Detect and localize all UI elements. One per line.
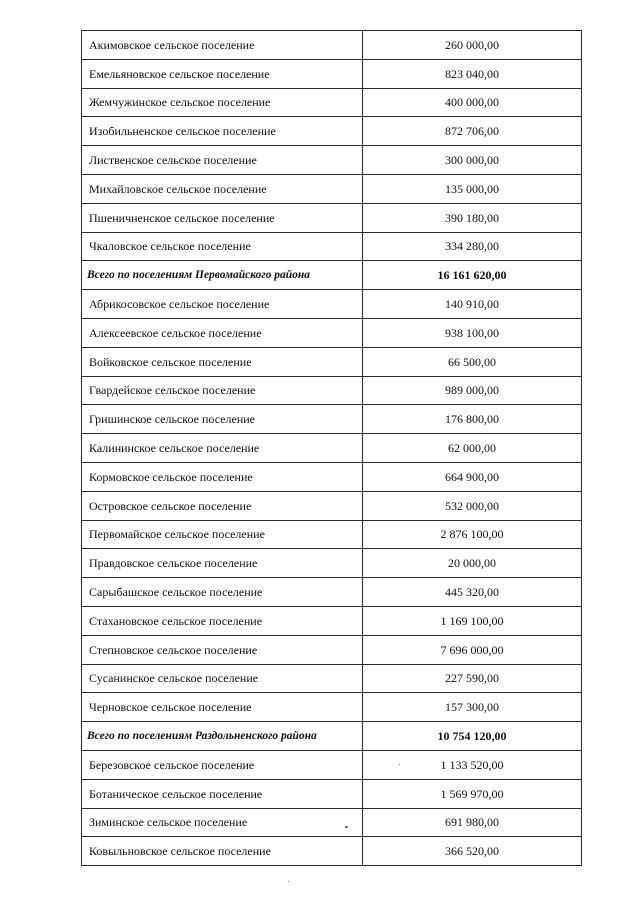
- settlement-name-cell: Войковское сельское поселение: [82, 347, 363, 376]
- settlement-name-cell: Островское сельское поселение: [82, 491, 363, 520]
- amount-cell: 300 000,00: [363, 146, 582, 175]
- amount-cell: 938 100,00: [363, 318, 582, 347]
- settlement-budget-table: [81, 30, 582, 866]
- settlement-name-cell: Изобильненское сельское поселение: [82, 117, 363, 146]
- table-row: [82, 88, 582, 117]
- total-label-cell: Всего по поселениям Первомайского района: [82, 261, 363, 290]
- table-total-row: [82, 722, 582, 751]
- settlement-name-cell: Калининское сельское поселение: [82, 434, 363, 463]
- amount-cell: 135 000,00: [363, 174, 582, 203]
- settlement-name-cell: Сусанинское сельское поселение: [82, 664, 363, 693]
- settlement-name-cell: Михайловское сельское поселение: [82, 174, 363, 203]
- settlement-name-cell: Ковыльновское сельское поселение: [82, 837, 363, 866]
- table-row: [82, 837, 582, 866]
- amount-cell: 532 000,00: [363, 491, 582, 520]
- scan-speck: [288, 881, 289, 882]
- table-row: [82, 462, 582, 491]
- table-row: [82, 779, 582, 808]
- amount-cell: 691 980,00: [363, 808, 582, 837]
- settlement-name-cell: Березовское сельское поселение: [82, 750, 363, 779]
- total-amount-cell: 16 161 620,00: [363, 261, 582, 290]
- table-row: [82, 606, 582, 635]
- table-row: [82, 290, 582, 319]
- settlement-name-cell: Алексеевское сельское поселение: [82, 318, 363, 347]
- amount-cell: 2 876 100,00: [363, 520, 582, 549]
- amount-cell: 366 520,00: [363, 837, 582, 866]
- amount-cell: 227 590,00: [363, 664, 582, 693]
- amount-cell: 334 280,00: [363, 232, 582, 261]
- table-row: [82, 203, 582, 232]
- table-body: [82, 31, 582, 866]
- table-row: [82, 174, 582, 203]
- settlement-name-cell: Емельяновское сельское поселение: [82, 59, 363, 88]
- table-row: [82, 635, 582, 664]
- amount-cell: 1 569 970,00: [363, 779, 582, 808]
- amount-cell: 62 000,00: [363, 434, 582, 463]
- table-row: [82, 31, 582, 60]
- table-total-row: [82, 261, 582, 290]
- table-row: [82, 59, 582, 88]
- amount-cell: 176 800,00: [363, 405, 582, 434]
- amount-cell: 20 000,00: [363, 549, 582, 578]
- table-row: [82, 146, 582, 175]
- amount-cell: 1 133 520,00: [363, 750, 582, 779]
- settlement-name-cell: Лиственское сельское поселение: [82, 146, 363, 175]
- table-row: [82, 318, 582, 347]
- table-row: [82, 664, 582, 693]
- table-row: [82, 549, 582, 578]
- settlement-name-cell: Гришинское сельское поселение: [82, 405, 363, 434]
- amount-cell: 390 180,00: [363, 203, 582, 232]
- settlement-name-cell: Акимовское сельское поселение: [82, 31, 363, 60]
- settlement-name-cell: Пшеничненское сельское поселение: [82, 203, 363, 232]
- settlement-name-cell: Сарыбашское сельское поселение: [82, 578, 363, 607]
- settlement-name-cell: Степновское сельское поселение: [82, 635, 363, 664]
- table-row: [82, 232, 582, 261]
- table-row: [82, 520, 582, 549]
- table-row: [82, 117, 582, 146]
- settlement-name-cell: Кормовское сельское поселение: [82, 462, 363, 491]
- table-row: [82, 405, 582, 434]
- settlement-name-cell: Первомайское сельское поселение: [82, 520, 363, 549]
- table-row: [82, 434, 582, 463]
- amount-cell: 1 169 100,00: [363, 606, 582, 635]
- settlement-name-cell: Жемчужинское сельское поселение: [82, 88, 363, 117]
- settlement-name-cell: Стахановское сельское поселение: [82, 606, 363, 635]
- amount-cell: 400 000,00: [363, 88, 582, 117]
- table-row: [82, 491, 582, 520]
- amount-cell: 157 300,00: [363, 693, 582, 722]
- table-row: [82, 347, 582, 376]
- amount-cell: 989 000,00: [363, 376, 582, 405]
- settlement-name-cell: Черновское сельское поселение: [82, 693, 363, 722]
- settlement-name-cell: Зиминское сельское поселение: [82, 808, 363, 837]
- amount-cell: 7 696 000,00: [363, 635, 582, 664]
- table-row: [82, 750, 582, 779]
- amount-cell: 260 000,00: [363, 31, 582, 60]
- settlement-name-cell: Гвардейское сельское поселение: [82, 376, 363, 405]
- table-row: [82, 376, 582, 405]
- amount-cell: 140 910,00: [363, 290, 582, 319]
- total-amount-cell: 10 754 120,00: [363, 722, 582, 751]
- table-row: [82, 693, 582, 722]
- total-label-cell: Всего по поселениям Раздольненского района: [82, 722, 363, 751]
- scan-speck: [399, 764, 400, 765]
- amount-cell: 872 706,00: [363, 117, 582, 146]
- table-row: [82, 578, 582, 607]
- amount-cell: 445 320,00: [363, 578, 582, 607]
- settlement-name-cell: Правдовское сельское поселение: [82, 549, 363, 578]
- settlement-name-cell: Ботаническое сельское поселение: [82, 779, 363, 808]
- settlement-name-cell: Абрикосовское сельское поселение: [82, 290, 363, 319]
- settlement-name-cell: Чкаловское сельское поселение: [82, 232, 363, 261]
- table-row: [82, 808, 582, 837]
- amount-cell: 664 900,00: [363, 462, 582, 491]
- amount-cell: 66 500,00: [363, 347, 582, 376]
- amount-cell: 823 040,00: [363, 59, 582, 88]
- scan-speck: [345, 826, 348, 828]
